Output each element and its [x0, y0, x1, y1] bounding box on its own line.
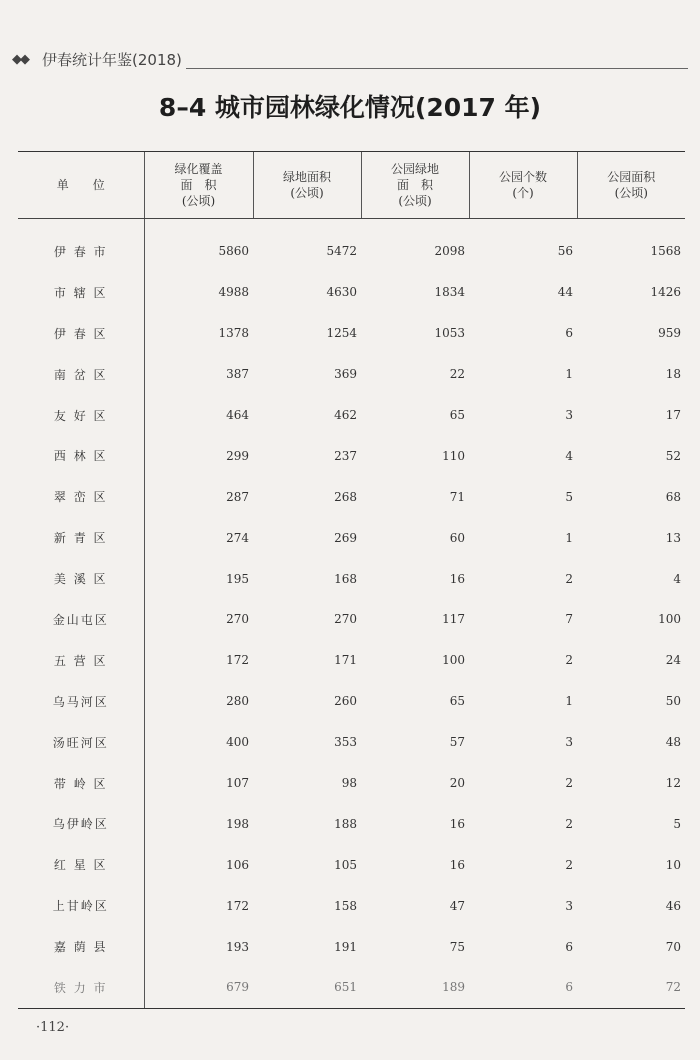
value-cell-green-space-area: 269 [334, 530, 357, 545]
value-cell-green-space-area: 462 [334, 408, 357, 422]
value-cell-park-green-area: 1053 [434, 326, 465, 341]
region-name-cell: 南 岔 区 [53, 367, 108, 382]
value-cell-green-space-area: 191 [334, 939, 357, 954]
value-cell-park-green-area: 65 [449, 408, 465, 422]
value-cell-park-area: 52 [665, 448, 681, 463]
table-row [18, 517, 685, 558]
table-body [18, 219, 685, 1009]
greening-table [18, 151, 685, 1009]
value-cell-park-count: 3 [565, 735, 573, 750]
table-row [18, 476, 685, 517]
value-cell-park-green-area: 57 [449, 735, 465, 750]
value-cell-park-area: 100 [658, 612, 681, 627]
value-cell-park-green-area: 189 [361, 967, 469, 1008]
value-cell-park-count: 3 [565, 408, 573, 422]
value-cell-park-green-area: 110 [442, 448, 465, 463]
value-cell-green-coverage-area: 1378 [144, 313, 253, 354]
column-header-unit [18, 152, 144, 219]
column-header-line: 面 积 [180, 178, 217, 192]
region-name-cell: 西 林 区 [53, 449, 108, 464]
value-cell-park-count: 3 [565, 898, 573, 913]
value-cell-park-green-area: 47 [449, 898, 465, 913]
value-cell-park-area: 10 [665, 857, 681, 872]
value-cell-park-green-area: 71 [449, 489, 465, 504]
value-cell-park-count: 44 [557, 285, 573, 300]
column-header-line: 单 位 [56, 178, 105, 192]
table-row [18, 640, 685, 681]
column-header-park-count [469, 152, 577, 219]
running-head [8, 48, 688, 70]
value-cell-park-count: 2 [565, 571, 573, 586]
value-cell-park-area: 12 [665, 776, 681, 791]
table-row [18, 844, 685, 885]
value-cell-park-green-area: 20 [449, 776, 465, 791]
value-cell-green-coverage-area: 198 [144, 803, 253, 844]
header-rule [186, 68, 688, 69]
value-cell-green-space-area: 171 [334, 653, 357, 668]
value-cell-green-coverage-area: 195 [144, 558, 253, 599]
region-name-cell: 市 辖 区 [53, 285, 108, 300]
column-header-green-space-area [253, 152, 361, 219]
column-header-green-coverage-area [144, 152, 253, 219]
value-cell-green-space-area: 268 [334, 489, 357, 504]
value-cell-green-coverage-area: 193 [144, 926, 253, 967]
value-cell-park-area: 1426 [650, 285, 681, 300]
column-header-line: (公顷) [398, 194, 432, 208]
table-row [18, 435, 685, 476]
value-cell-green-space-area: 369 [334, 367, 357, 382]
value-cell-park-green-area: 16 [449, 571, 465, 586]
table-row [18, 354, 685, 395]
value-cell-green-coverage-area: 270 [144, 599, 253, 640]
value-cell-park-count: 7 [565, 612, 573, 627]
table-header-row [18, 152, 685, 219]
value-cell-park-green-area: 16 [449, 816, 465, 831]
value-cell-park-count: 5 [565, 489, 573, 504]
value-cell-park-count: 6 [565, 326, 573, 341]
value-cell-park-count: 1 [565, 367, 573, 382]
column-header-line: 绿化覆盖 [174, 162, 223, 176]
column-header-line: (公顷) [181, 194, 216, 208]
value-cell-park-count: 56 [557, 244, 573, 259]
value-cell-park-green-area: 22 [449, 367, 465, 382]
value-cell-park-area: 72 [577, 967, 685, 1008]
value-cell-park-count: 6 [565, 939, 573, 954]
value-cell-green-space-area: 270 [334, 612, 357, 627]
column-header-park-area [577, 152, 685, 219]
value-cell-park-area: 18 [665, 367, 681, 382]
value-cell-park-count: 1 [565, 694, 573, 709]
table-row [18, 219, 685, 272]
column-header-line: 公园个数 [498, 170, 547, 184]
value-cell-green-coverage-area: 274 [144, 517, 253, 558]
value-cell-park-count: 2 [565, 776, 573, 791]
value-cell-park-area: 1568 [650, 244, 681, 259]
value-cell-park-count: 6 [469, 967, 577, 1008]
value-cell-park-area: 24 [665, 653, 681, 668]
table-row [18, 763, 685, 804]
column-header-line: (公顷) [290, 186, 324, 200]
table-title: 8–4 城市园林绿化情况(2017 年) [158, 93, 542, 122]
value-cell-green-space-area: 5472 [326, 244, 357, 259]
value-cell-park-green-area: 117 [442, 612, 465, 627]
value-cell-park-area: 70 [665, 939, 681, 954]
value-cell-park-count: 2 [565, 653, 573, 668]
value-cell-green-coverage-area: 400 [144, 722, 253, 763]
value-cell-park-count: 2 [565, 857, 573, 872]
value-cell-green-coverage-area: 287 [144, 476, 253, 517]
column-header-line: 公园面积 [607, 170, 656, 184]
value-cell-park-area: 959 [658, 326, 681, 341]
region-name-cell: 翠 峦 区 [53, 490, 108, 505]
value-cell-park-green-area: 100 [442, 653, 465, 668]
region-name-cell: 带 岭 区 [53, 776, 108, 791]
column-header-line: 公园绿地 [390, 162, 439, 176]
column-header-line: (个) [512, 186, 534, 200]
value-cell-green-space-area: 260 [334, 694, 357, 709]
value-cell-green-space-area: 98 [341, 776, 357, 791]
region-name-cell: 汤旺河区 [52, 735, 109, 750]
region-name-cell: 乌伊岭区 [52, 817, 109, 832]
region-name-cell: 美 溪 区 [53, 572, 108, 587]
value-cell-green-coverage-area: 387 [144, 354, 253, 395]
value-cell-park-area: 5 [673, 816, 681, 831]
region-name-cell: 乌马河区 [52, 694, 109, 709]
value-cell-park-count: 1 [565, 530, 573, 545]
value-cell-green-coverage-area: 679 [144, 967, 253, 1008]
value-cell-park-green-area: 60 [449, 530, 465, 545]
value-cell-green-space-area: 4630 [326, 285, 357, 300]
book-title: 伊春统计年鉴(2018) [42, 51, 182, 69]
value-cell-green-coverage-area: 107 [144, 763, 253, 804]
value-cell-green-space-area: 651 [253, 967, 361, 1008]
value-cell-park-area: 13 [665, 530, 681, 545]
value-cell-green-space-area: 1254 [326, 326, 357, 341]
table-row [18, 313, 685, 354]
value-cell-park-green-area: 75 [449, 939, 465, 954]
value-cell-green-coverage-area: 106 [144, 844, 253, 885]
value-cell-park-green-area: 65 [449, 694, 465, 709]
value-cell-green-space-area: 353 [334, 735, 357, 750]
region-name-cell: 上甘岭区 [52, 899, 109, 914]
value-cell-park-area: 17 [665, 408, 681, 422]
value-cell-park-area: 68 [665, 489, 681, 504]
value-cell-green-space-area: 168 [334, 571, 357, 586]
value-cell-green-space-area: 105 [334, 857, 357, 872]
value-cell-park-count: 2 [565, 816, 573, 831]
value-cell-park-area: 4 [673, 571, 681, 586]
value-cell-green-coverage-area: 299 [144, 435, 253, 476]
value-cell-park-count: 4 [565, 448, 573, 463]
value-cell-green-space-area: 158 [334, 898, 357, 913]
value-cell-green-coverage-area: 280 [144, 681, 253, 722]
region-name-cell: 金山屯区 [52, 612, 109, 627]
double-diamond-icon: ◆◆ [12, 52, 28, 67]
table-row [18, 681, 685, 722]
region-name-cell: 友 好 区 [53, 408, 108, 423]
value-cell-park-area: 50 [665, 694, 681, 709]
table-row [18, 558, 685, 599]
region-name-cell: 新 青 区 [53, 531, 108, 546]
value-cell-park-green-area: 16 [449, 857, 465, 872]
table-row [18, 395, 685, 436]
table-row [18, 803, 685, 844]
value-cell-park-green-area: 2098 [434, 244, 465, 259]
table-row [18, 926, 685, 967]
table-row [18, 967, 685, 1008]
page-number: ·112· [36, 1020, 70, 1035]
value-cell-green-coverage-area: 172 [144, 640, 253, 681]
value-cell-green-coverage-area: 4988 [144, 272, 253, 313]
value-cell-park-area: 46 [665, 898, 681, 913]
region-name-cell: 伊 春 市 [53, 244, 108, 259]
value-cell-green-space-area: 188 [334, 816, 357, 831]
value-cell-green-coverage-area: 5860 [144, 219, 253, 272]
table-row [18, 272, 685, 313]
value-cell-green-coverage-area: 464 [144, 395, 253, 436]
column-header-park-green-area [361, 152, 469, 219]
column-header-line: 绿地面积 [282, 170, 331, 184]
region-name-cell: 五 营 区 [53, 653, 108, 668]
table-row [18, 885, 685, 926]
region-name-cell: 嘉 荫 县 [53, 940, 108, 955]
column-header-line: (公顷) [614, 186, 648, 200]
table-row [18, 722, 685, 763]
region-name-cell: 伊 春 区 [53, 326, 108, 341]
column-header-line: 面 积 [396, 178, 433, 192]
table-row [18, 599, 685, 640]
value-cell-green-space-area: 237 [334, 448, 357, 463]
value-cell-green-coverage-area: 172 [144, 885, 253, 926]
value-cell-park-green-area: 1834 [434, 285, 465, 300]
region-name-cell: 红 星 区 [53, 858, 108, 873]
region-name-cell: 铁 力 市 [18, 967, 144, 1008]
value-cell-park-area: 48 [665, 735, 681, 750]
